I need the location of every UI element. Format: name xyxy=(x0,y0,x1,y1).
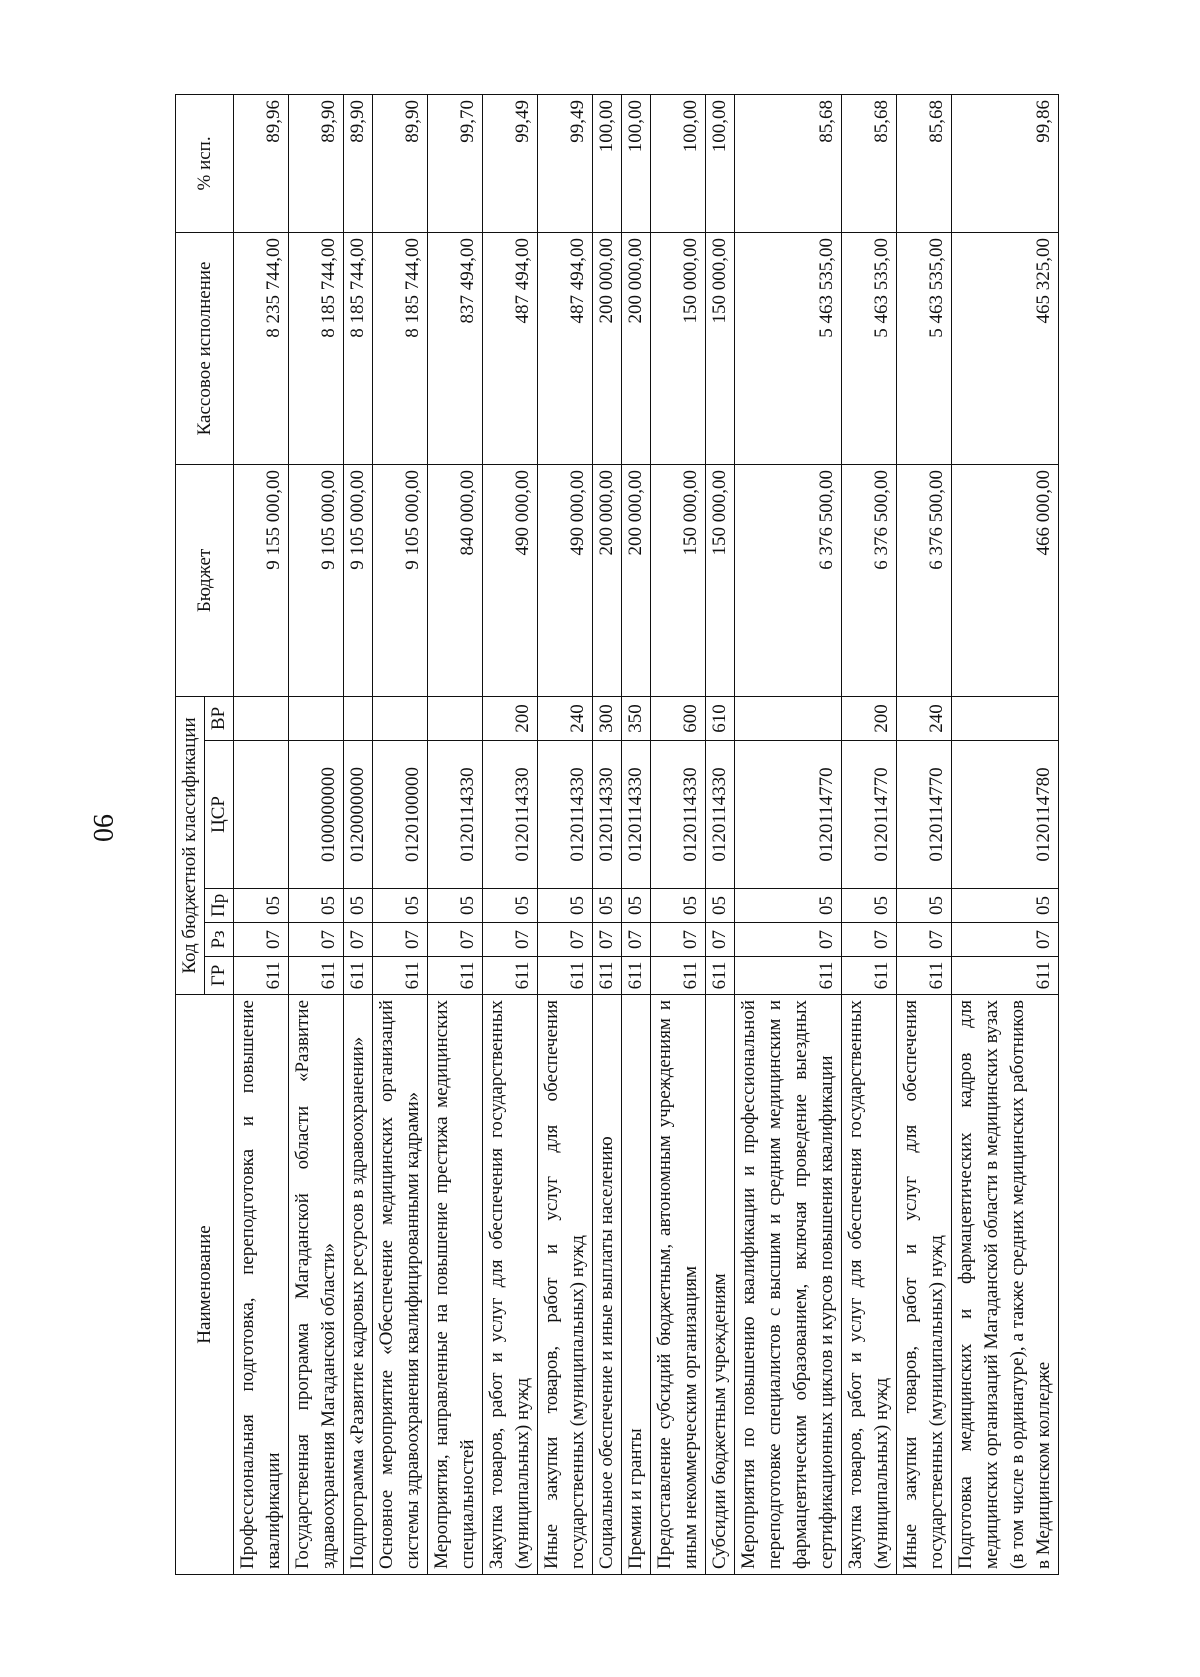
row-vr: 610 xyxy=(706,696,735,740)
row-csr: 0120114330 xyxy=(706,741,735,889)
row-rz: 07 xyxy=(373,923,428,957)
row-pr: 05 xyxy=(842,889,897,923)
row-vr: 600 xyxy=(651,696,706,740)
table-row xyxy=(289,94,344,1574)
row-gr: 611 xyxy=(897,957,952,995)
row-pr: 05 xyxy=(622,889,651,923)
row-budget: 490 000,00 xyxy=(483,464,538,696)
row-cash: 150 000,00 xyxy=(706,232,735,464)
row-csr: 0120114780 xyxy=(952,741,1059,889)
header-cash: Кассовое исполнение xyxy=(176,232,234,464)
row-pr: 05 xyxy=(373,889,428,923)
row-gr: 611 xyxy=(651,957,706,995)
row-gr: 611 xyxy=(289,957,344,995)
budget-table xyxy=(175,94,1059,1575)
page-number: 90 xyxy=(87,814,118,842)
row-pr: 05 xyxy=(289,889,344,923)
row-csr: 0120114330 xyxy=(651,741,706,889)
row-pr: 05 xyxy=(538,889,593,923)
row-budget: 200 000,00 xyxy=(622,464,651,696)
row-name: Иные закупки товаров, работ и услуг для обеспечения государственных (муниципальных) нужд xyxy=(538,995,593,1575)
table-row xyxy=(483,94,538,1574)
header-csr: ЦСР xyxy=(205,741,234,889)
row-csr: 0120114770 xyxy=(735,741,842,889)
row-pr: 05 xyxy=(344,889,373,923)
row-pr: 05 xyxy=(952,889,1059,923)
row-cash: 487 494,00 xyxy=(483,232,538,464)
table-row xyxy=(952,94,1059,1574)
row-vr xyxy=(344,696,373,740)
header-pct: % исп. xyxy=(176,94,234,232)
row-pct: 99,86 xyxy=(952,94,1059,232)
row-budget: 6 376 500,00 xyxy=(735,464,842,696)
row-name: Основное мероприятие «Обеспечение медицинских организаций системы здравоохранения квалифицированными кадрами» xyxy=(373,995,428,1575)
row-gr: 611 xyxy=(234,957,289,995)
row-name: Субсидии бюджетным учреждениям xyxy=(706,995,735,1575)
header-rz: Рз xyxy=(205,923,234,957)
row-pct: 89,96 xyxy=(234,94,289,232)
row-gr: 611 xyxy=(735,957,842,995)
row-pr: 05 xyxy=(428,889,483,923)
row-budget: 466 000,00 xyxy=(952,464,1059,696)
table-row xyxy=(651,94,706,1574)
row-vr: 240 xyxy=(897,696,952,740)
row-cash: 200 000,00 xyxy=(593,232,622,464)
row-pct: 85,68 xyxy=(897,94,952,232)
row-csr: 0120114330 xyxy=(622,741,651,889)
row-csr: 0120114330 xyxy=(428,741,483,889)
row-budget: 6 376 500,00 xyxy=(842,464,897,696)
row-vr: 240 xyxy=(538,696,593,740)
row-rz: 07 xyxy=(897,923,952,957)
table-row xyxy=(622,94,651,1574)
row-pct: 99,49 xyxy=(538,94,593,232)
row-pr: 05 xyxy=(897,889,952,923)
row-pct: 85,68 xyxy=(735,94,842,232)
row-budget: 9 105 000,00 xyxy=(344,464,373,696)
row-csr: 0120114770 xyxy=(897,741,952,889)
table-row xyxy=(428,94,483,1574)
table-row xyxy=(735,94,842,1574)
row-pr: 05 xyxy=(651,889,706,923)
row-rz: 07 xyxy=(622,923,651,957)
row-cash: 8 185 744,00 xyxy=(373,232,428,464)
row-pct: 89,90 xyxy=(344,94,373,232)
table-row xyxy=(373,94,428,1574)
row-gr: 611 xyxy=(373,957,428,995)
table-row xyxy=(344,94,373,1574)
row-budget: 490 000,00 xyxy=(538,464,593,696)
row-gr: 611 xyxy=(344,957,373,995)
table-row xyxy=(593,94,622,1574)
row-name: Мероприятия, направленные на повышение престижа медицинских специальностей xyxy=(428,995,483,1575)
row-csr: 0120114330 xyxy=(483,741,538,889)
row-pct: 100,00 xyxy=(706,94,735,232)
row-rz: 07 xyxy=(428,923,483,957)
row-vr xyxy=(735,696,842,740)
row-csr: 0120114330 xyxy=(593,741,622,889)
row-budget: 840 000,00 xyxy=(428,464,483,696)
row-cash: 5 463 535,00 xyxy=(735,232,842,464)
row-pr: 05 xyxy=(593,889,622,923)
row-rz: 07 xyxy=(952,923,1059,957)
row-gr: 611 xyxy=(593,957,622,995)
row-csr: 0120100000 xyxy=(373,741,428,889)
row-name: Предоставление субсидий бюджетным, автономным учреждениям и иным некоммерческим организациям xyxy=(651,995,706,1575)
header-name: Наименование xyxy=(176,995,234,1575)
row-budget: 6 376 500,00 xyxy=(897,464,952,696)
row-rz: 07 xyxy=(842,923,897,957)
row-pct: 89,90 xyxy=(373,94,428,232)
table-row xyxy=(897,94,952,1574)
row-pr: 05 xyxy=(483,889,538,923)
row-gr: 611 xyxy=(483,957,538,995)
row-budget: 9 105 000,00 xyxy=(289,464,344,696)
row-gr: 611 xyxy=(842,957,897,995)
row-cash: 8 185 744,00 xyxy=(289,232,344,464)
row-name: Подготовка медицинских и фармацевтических кадров для медицинских организаций Магаданской области в медицинских вузах (в том числе в ординатуре), а также средних медицинских работников в Медицинском колледже xyxy=(952,995,1059,1575)
row-gr: 611 xyxy=(622,957,651,995)
row-pr: 05 xyxy=(234,889,289,923)
row-cash: 200 000,00 xyxy=(622,232,651,464)
row-cash: 8 185 744,00 xyxy=(344,232,373,464)
row-vr: 350 xyxy=(622,696,651,740)
row-rz: 07 xyxy=(735,923,842,957)
row-name: Профессиональная подготовка, переподготовка и повышение квалификации xyxy=(234,995,289,1575)
row-cash: 487 494,00 xyxy=(538,232,593,464)
row-rz: 07 xyxy=(651,923,706,957)
row-pct: 100,00 xyxy=(622,94,651,232)
row-name: Иные закупки товаров, работ и услуг для обеспечения государственных (муниципальных) нужд xyxy=(897,995,952,1575)
row-pct: 100,00 xyxy=(651,94,706,232)
row-gr: 611 xyxy=(706,957,735,995)
row-rz: 07 xyxy=(538,923,593,957)
row-name: Мероприятия по повышению квалификации и профессиональной переподготовке специалистов с высшим и средним медицинским и фармацевтическим образованием, включая проведение выездных сертификационных циклов и курсов повышения квалификации xyxy=(735,995,842,1575)
row-rz: 07 xyxy=(483,923,538,957)
row-rz: 07 xyxy=(234,923,289,957)
table-row xyxy=(706,94,735,1574)
row-csr: 0120114330 xyxy=(538,741,593,889)
row-cash: 150 000,00 xyxy=(651,232,706,464)
row-pct: 99,70 xyxy=(428,94,483,232)
row-gr: 611 xyxy=(428,957,483,995)
row-name: Подпрограмма «Развитие кадровых ресурсов в здравоохранении» xyxy=(344,995,373,1575)
row-name: Социальное обеспечение и иные выплаты населению xyxy=(593,995,622,1575)
row-cash: 837 494,00 xyxy=(428,232,483,464)
header-row-top xyxy=(176,94,205,1574)
header-budget: Бюджет xyxy=(176,464,234,696)
header-gr: ГР xyxy=(205,957,234,995)
table-row xyxy=(842,94,897,1574)
row-budget: 150 000,00 xyxy=(706,464,735,696)
row-gr: 611 xyxy=(538,957,593,995)
row-pct: 100,00 xyxy=(593,94,622,232)
row-cash: 465 325,00 xyxy=(952,232,1059,464)
rotated-page-content xyxy=(175,95,1055,1575)
row-cash: 5 463 535,00 xyxy=(897,232,952,464)
row-vr xyxy=(234,696,289,740)
row-budget: 200 000,00 xyxy=(593,464,622,696)
table-row xyxy=(538,94,593,1574)
row-vr: 200 xyxy=(842,696,897,740)
row-pr: 05 xyxy=(706,889,735,923)
row-csr xyxy=(234,741,289,889)
row-name: Государственная программа Магаданской области «Развитие здравоохранения Магаданской области» xyxy=(289,995,344,1575)
row-name: Закупка товаров, работ и услуг для обеспечения государственных (муниципальных) нужд xyxy=(842,995,897,1575)
row-name: Закупка товаров, работ и услуг для обеспечения государственных (муниципальных) нужд xyxy=(483,995,538,1575)
row-name: Премии и гранты xyxy=(622,995,651,1575)
row-vr: 200 xyxy=(483,696,538,740)
row-budget: 9 155 000,00 xyxy=(234,464,289,696)
row-budget: 150 000,00 xyxy=(651,464,706,696)
row-pct: 89,90 xyxy=(289,94,344,232)
row-rz: 07 xyxy=(344,923,373,957)
row-budget: 9 105 000,00 xyxy=(373,464,428,696)
row-vr: 300 xyxy=(593,696,622,740)
row-rz: 07 xyxy=(593,923,622,957)
row-rz: 07 xyxy=(289,923,344,957)
row-rz: 07 xyxy=(706,923,735,957)
row-vr xyxy=(373,696,428,740)
header-vr: ВР xyxy=(205,696,234,740)
row-pct: 99,49 xyxy=(483,94,538,232)
header-code-group: Код бюджетной классификации xyxy=(176,696,205,994)
row-vr xyxy=(289,696,344,740)
row-cash: 5 463 535,00 xyxy=(842,232,897,464)
row-csr: 0120000000 xyxy=(344,741,373,889)
row-pr: 05 xyxy=(735,889,842,923)
row-pct: 85,68 xyxy=(842,94,897,232)
header-pr: Пр xyxy=(205,889,234,923)
row-csr: 0100000000 xyxy=(289,741,344,889)
row-vr xyxy=(428,696,483,740)
row-gr: 611 xyxy=(952,957,1059,995)
row-vr xyxy=(952,696,1059,740)
row-cash: 8 235 744,00 xyxy=(234,232,289,464)
row-csr: 0120114770 xyxy=(842,741,897,889)
table-row xyxy=(234,94,289,1574)
